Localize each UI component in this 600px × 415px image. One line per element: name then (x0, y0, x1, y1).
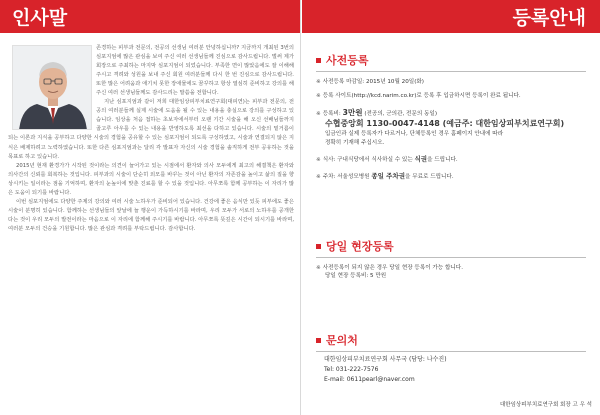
greeting-text (8, 44, 294, 234)
onsite-registration-section (316, 238, 586, 281)
contact-section (316, 332, 586, 385)
contact-org: 대한임상피부치료연구회 사무국 (담당: 나수진) (324, 356, 447, 363)
pre-registration-section (316, 52, 586, 182)
onsite-line: ※ 사전등록이 되지 않은 경우 당일 현장 등록이 가능 합니다. (316, 265, 463, 271)
section-rule (316, 71, 586, 72)
greeting-signature: 대한임상피부치료연구회 회장 고 우 석 (499, 402, 592, 408)
section-bullet-icon (316, 338, 321, 343)
section-rule (316, 257, 586, 258)
column-divider (300, 0, 301, 415)
greeting-paragraph: 이번 심포지엄에도 다양한 주제의 강의와 여러 시술 노하우가 준비되어 있습니다. 건강에 좋은 음식만 있듯 피부에도 좋은 시술이 분명히 있습니다. 함께하는 선생님들의 앞날에 늘 행운이 가득하시기를 바라며, 우리 모두가 서로의 노하우를 공개한다는 것이 우리 모두의 발전이라는 마음으로 이 자리에 함께해 주시기를 바랍니다. 아무쪼록 뜻깊은 시간이 되시기를 바라며, 여러분 모두의 건승을 기원합니다. 많은 관심과 격려를 부탁드립니다. 감사합니다. (8, 198, 294, 232)
section-title: 당일 현장등록 (326, 240, 394, 253)
bank-account: 수협중앙회 1130-0047-4148 (예금주: 대한임상피부치료연구회) (325, 119, 565, 129)
greeting-paragraph: 존경하는 피부과 전문의, 전공의 선생님 여러분 안녕하십니까? 지금까지 개최된 3번의 심포지엄에 많은 관심을 보여 주신 여러 선생님들께 진심으로 감사드립니다. 벌써 제가 회장으로 주최하는 마지막 심포지엄이 되었습니다. 부족한 면이 많았음에도 잘 이해해 주시고 격려와 성원을 보내 주신 회원 여러분들께 다시 한 번 진심으로 감사드립니다. 또한 많은 어려움과 애기치 못한 장애물에도 꿈꾸하고 항상 열심히 준비하고 강의를 해 주신 여러 선생님들께도 감사드리는 말씀을 전합니다. (96, 45, 294, 97)
site-line: ※ 등록 사이트(http://kcd.narim.co.kr)로 등록 후 입금하시면 등록이 완료 됩니다. (316, 93, 521, 100)
deposit-note: 입금인과 실제 등록자가 다르거나, 단체등록인 경우 홈페이지 안내에 따라 정확히 기재해 주십시오. (325, 131, 504, 146)
section-title: 문의처 (326, 334, 358, 347)
greeting-paragraph: 지난 심포지엄과 같이 저희 대한임상피부치료연구회(대피연)는 피부과 전문의, 전공의 여러분들께 실제 시술에 도움을 될 수 있는 내용을 충실으로 강의를 구성하고 있습니다. 임상을 처음 접하는 초보자에서부터 오랜 기간 시술을 해 오신 선배님들까지 골고루 아우를 수 있는 내용을 반영하도록 최선을 다하고 있습니다. 시술의 밑거름이 되는 이론과 지식을 공부하고 다양한 시술의 경험을 공유할 수 있는 심포지엄이 되도록 구성하였고, 시술과 연결되지 않은 지식은 배제하려고 노력하였습니다. 또한 다른 심포지엄과는 달리 각 발표자 자신의 시술 경험을 솔직하게 전부 공유하는 것을 목표로 하고 있습니다. (8, 99, 294, 160)
contact-tel: Tel: 031-222-7576 (324, 366, 379, 373)
fee-line: ※ 등록비: 3만원 (전공의, 군의관, 전문의 동일) (316, 107, 438, 117)
section-title: 사전등록 (326, 54, 369, 67)
section-rule (316, 351, 586, 352)
parking-line: ※ 주차: 서울성모병원 종일 주차권을 무료로 드립니다. (316, 172, 454, 181)
meal-line: ※ 식사: 구내식당에서 식사하실 수 있는 식권을 드립니다. (316, 155, 458, 164)
registration-header: 등록안내 (302, 0, 600, 33)
section-bullet-icon (316, 244, 321, 249)
deadline-line: ※ 사전등록 마감일: 2015년 10월 20일(화) (316, 79, 424, 85)
greeting-header: 인사말 (0, 0, 300, 33)
greeting-paragraph: 2015년 현재 환경가가 시작된 것이라는 의견이 늘어가고 있는 시점에서 환자와 의사 모두에게 최고의 해결책은 환자와 의사간의 신뢰를 회복하는 것입니다. 피부과의 시술이 단순히 외모를 바꾸는 것이 아닌 환자의 자존감을 높이고 삶의 질을 향상시키는 일이라는 점을 기억하며, 환자의 눈높이에 맞춘 진료를 할 수 있을 것입니다. 아무쪼록 함께 공부하는 이 자리가 많은 도움이 되기를 바랍니다. (8, 162, 294, 196)
onsite-fee: 당일 현장 등록비: 5 만원 (325, 273, 387, 280)
section-bullet-icon (316, 58, 321, 63)
contact-email[interactable]: E-mail: 0611pearl@naver.com (324, 376, 415, 383)
